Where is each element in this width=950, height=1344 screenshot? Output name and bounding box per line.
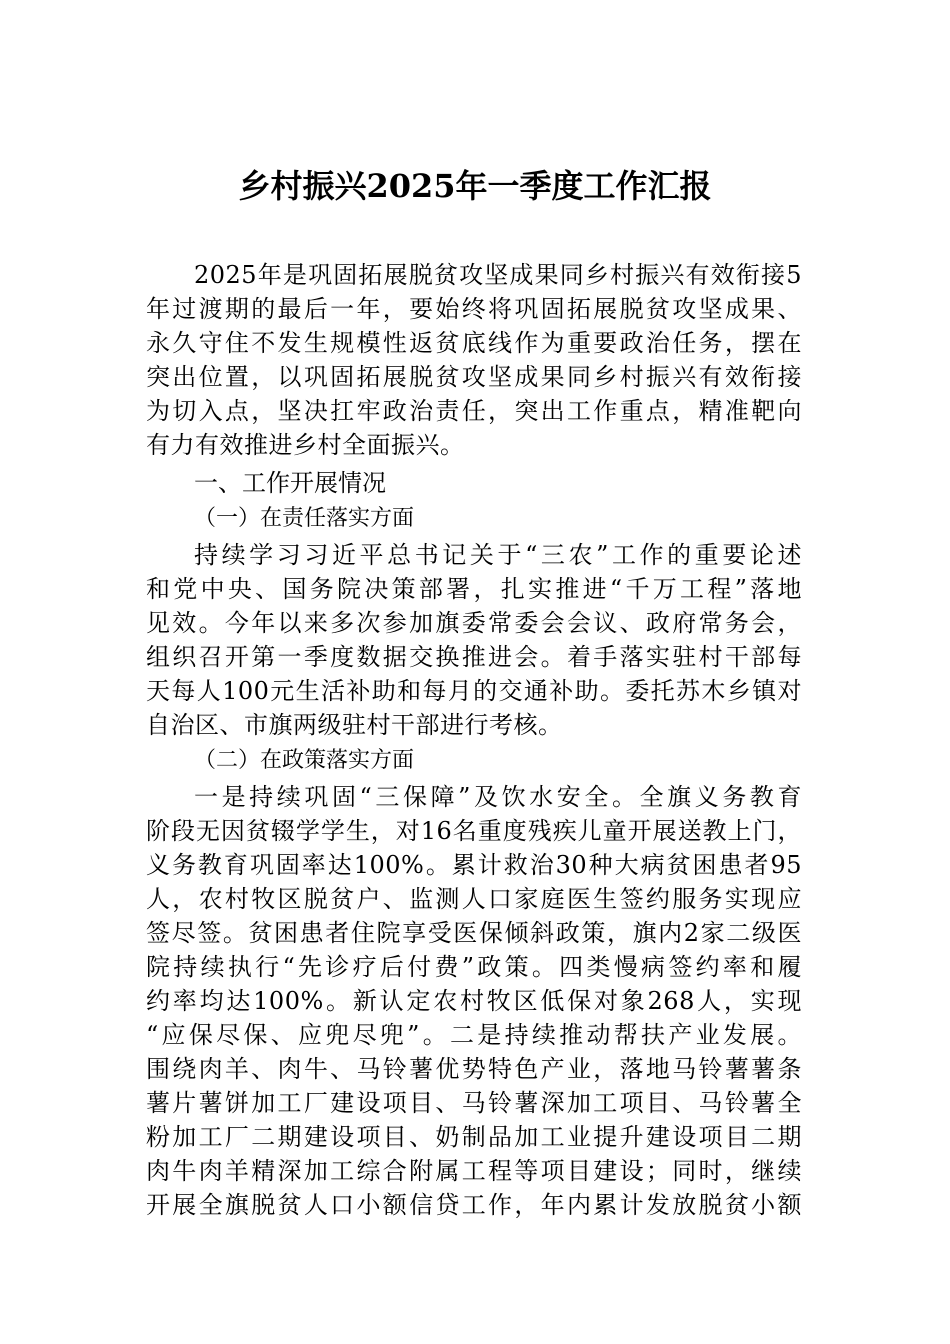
body-line: “应保尽保、应兜尽兜”。二是持续推动帮扶产业发展。: [146, 1021, 802, 1049]
intro-line: 为切入点，坚决扛牢政治责任，突出工作重点，精准靶向: [146, 397, 802, 425]
body-line: 自治区、市旗两级驻村干部进行考核。: [146, 711, 563, 739]
body-line: 院持续执行“先诊疗后付费”政策。四类慢病签约率和履: [146, 953, 802, 981]
subsection-heading: （二）在政策落实方面: [194, 748, 415, 773]
body-line: 签尽签。贫困患者住院享受医保倾斜政策，旗内2家二级医: [146, 919, 802, 947]
intro-line: 永久守住不发生规模性返贫底线作为重要政治任务，摆在: [146, 329, 802, 357]
body-line: 围绕肉羊、肉牛、马铃薯优势特色产业，落地马铃薯薯条: [146, 1055, 802, 1083]
body-line: 持续学习习近平总书记关于“三农”工作的重要论述: [194, 541, 802, 569]
body-line: 一是持续巩固“三保障”及饮水安全。全旗义务教育: [194, 783, 802, 811]
body-line: 约率均达100%。新认定农村牧区低保对象268人，实现: [146, 987, 802, 1015]
body-line: 天每人100元生活补助和每月的交通补助。委托苏木乡镇对: [146, 677, 802, 705]
body-line: 肉牛肉羊精深加工综合附属工程等项目建设；同时，继续: [146, 1157, 802, 1185]
body-line: 和党中央、国务院决策部署，扎实推进“千万工程”落地: [146, 575, 802, 603]
body-line: 薯片薯饼加工厂建设项目、马铃薯深加工项目、马铃薯全: [146, 1089, 802, 1117]
intro-line: 年过渡期的最后一年，要始终将巩固拓展脱贫攻坚成果、: [146, 295, 802, 323]
section-heading: 一、工作开展情况: [194, 469, 386, 497]
intro-line: 有力有效推进乡村全面振兴。: [146, 431, 465, 459]
body-line: 组织召开第一季度数据交换推进会。着手落实驻村干部每: [146, 643, 802, 671]
body-line: 开展全旗脱贫人口小额信贷工作，年内累计发放脱贫小额: [146, 1191, 802, 1219]
subsection-heading: （一）在责任落实方面: [194, 506, 415, 531]
document-title: 乡村振兴2025年一季度工作汇报: [238, 167, 712, 205]
body-line: 粉加工厂二期建设项目、奶制品加工业提升建设项目二期: [146, 1123, 802, 1151]
intro-line: 2025年是巩固拓展脱贫攻坚成果同乡村振兴有效衔接5: [194, 261, 802, 289]
intro-line: 突出位置，以巩固拓展脱贫攻坚成果同乡村振兴有效衔接: [146, 363, 802, 391]
body-line: 义务教育巩固率达100%。累计救治30种大病贫困患者95: [146, 851, 802, 879]
body-line: 见效。今年以来多次参加旗委常委会会议、政府常务会，: [146, 609, 802, 637]
body-line: 阶段无因贫辍学学生，对16名重度残疾儿童开展送教上门，: [146, 817, 802, 845]
body-line: 人，农村牧区脱贫户、监测人口家庭医生签约服务实现应: [146, 885, 802, 913]
